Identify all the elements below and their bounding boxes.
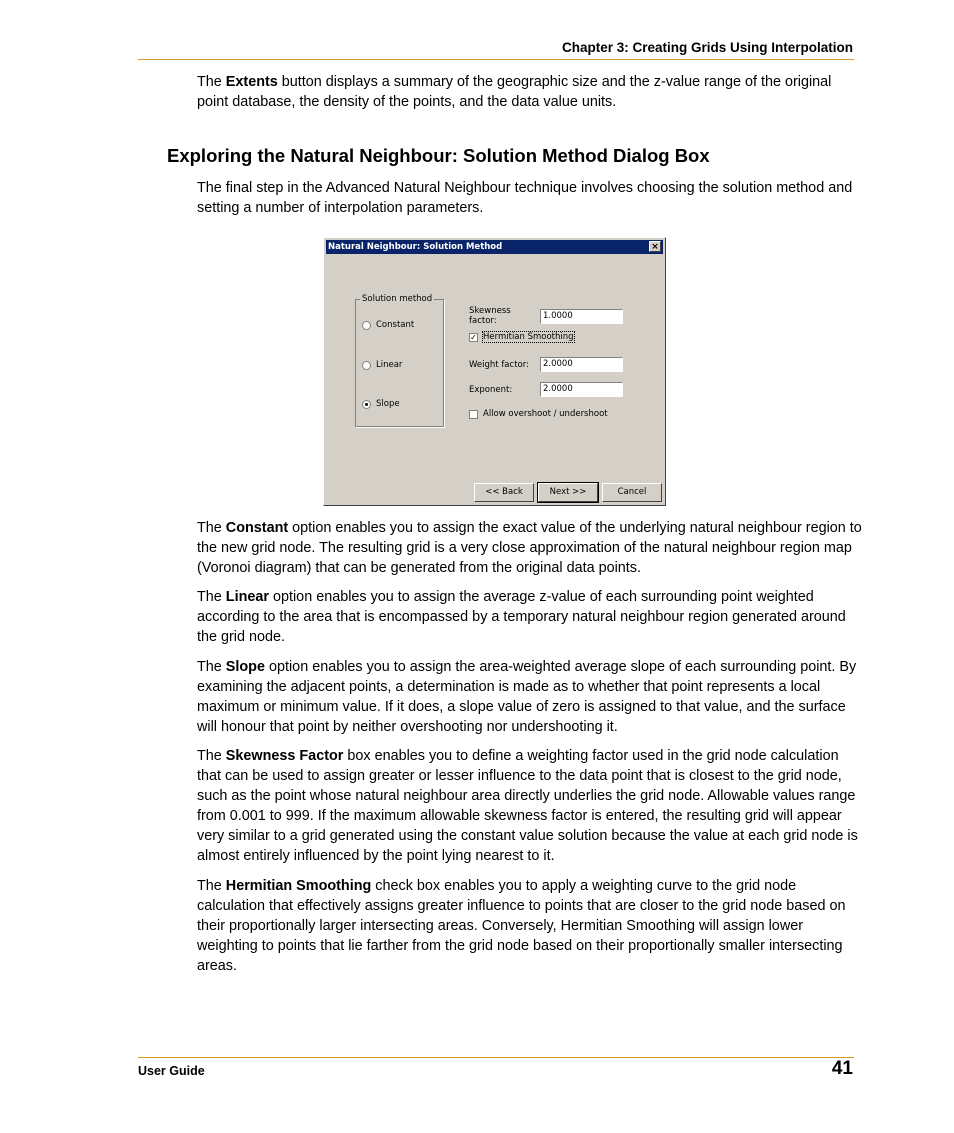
exponent-label: Exponent: <box>469 384 513 395</box>
hermitian-checkbox[interactable]: ✓ <box>470 332 477 342</box>
footer-label: User Guide <box>138 1064 205 1078</box>
close-icon[interactable]: × <box>649 241 661 252</box>
linear-paragraph: The Linear option enables you to assign the average z-value of each surrounding point weighted according to the area that is encompassed by a temporary natural neighbour region generated around the grid node. <box>197 589 846 645</box>
overshoot-label: Allow overshoot / undershoot <box>483 409 608 419</box>
back-button[interactable]: << Back <box>474 483 534 502</box>
radio-slope-label: Slope <box>376 399 400 409</box>
exponent-row <box>469 382 623 397</box>
overshoot-row[interactable] <box>469 409 608 419</box>
constant-term: Constant <box>225 520 289 536</box>
skewness-input[interactable]: 1.0000 <box>540 309 623 324</box>
radio-slope[interactable] <box>362 399 400 409</box>
overshoot-checkbox[interactable] <box>469 410 478 419</box>
section-intro: The final step in the Advanced Natural Neighbour technique involves choosing the solution method and setting a number of interpolation parameters. <box>197 180 853 216</box>
extents-term: Extents <box>225 74 278 90</box>
hermitian-paragraph: The Hermitian Smoothing check box enables you to apply a weighting curve to the grid node calculation that effectively assigns greater influence to points that are closer to the grid node based on their proportionally larger intersecting areas. Conversely, Hermitian Smoothing will assign lower weighting to points that lie farther from the grid node based on their proportionally smaller intersecting areas. <box>197 878 846 974</box>
next-button[interactable]: Next >> <box>538 483 598 502</box>
exponent-input[interactable]: 2.0000 <box>540 382 623 397</box>
header-rule <box>138 59 854 60</box>
cancel-button[interactable]: Cancel <box>602 483 662 502</box>
skewness-term: Skewness Factor <box>225 748 344 764</box>
dialog-titlebar <box>326 240 663 254</box>
radio-linear-label: Linear <box>376 360 403 370</box>
hermitian-row[interactable] <box>469 332 574 342</box>
linear-term: Linear <box>225 589 269 605</box>
footer-rule <box>138 1057 854 1058</box>
constant-paragraph: The Constant option enables you to assign the exact value of the underlying natural neighbour region to the new grid node. The resulting grid is a very close approximation of the natural neighbour region map (Voronoi diagram) that can be generated from the original data points. <box>197 520 862 576</box>
weight-input[interactable]: 2.0000 <box>540 357 623 372</box>
slope-term: Slope <box>225 659 265 675</box>
hermitian-term: Hermitian Smoothing <box>225 878 372 894</box>
chapter-header: Chapter 3: Creating Grids Using Interpolation <box>561 40 853 55</box>
radio-linear[interactable] <box>362 360 402 370</box>
weight-row <box>469 357 623 372</box>
page-number: 41 <box>831 1058 853 1079</box>
weight-label: Weight factor: <box>469 359 529 370</box>
solution-method-dialog <box>323 237 666 506</box>
radio-constant-icon[interactable] <box>362 321 371 330</box>
slope-paragraph: The Slope option enables you to assign the area-weighted average slope of each surrounding point. By examining the adjacent points, a determination is made as to whether that point represents a local maximum or minimum value. If it does, a slope value of zero is assigned to that value, and the surface will honour that point by neither overshooting nor undershooting it. <box>197 659 857 735</box>
extents-paragraph: The Extents button displays a summary of the geographic size and the z-value range of the original point database, the density of the points, and the data value units. <box>197 74 832 110</box>
group-label: Solution method <box>362 294 433 304</box>
section-heading: Exploring the Natural Neighbour: Solution Method Dialog Box <box>167 145 710 166</box>
radio-slope-icon[interactable] <box>362 400 371 409</box>
radio-constant-label: Constant <box>376 320 415 330</box>
hermitian-label: Hermitian Smoothing <box>483 332 574 342</box>
solution-method-group <box>355 294 444 427</box>
skewness-paragraph: The Skewness Factor box enables you to define a weighting factor used in the grid node calculation that can be used to assign greater or lesser influence to the data point that is closest to the grid node, such as the point whose natural neighbour area directly underlies the grid node. Allowable values range from 0.001 to 999. If the maximum allowable skewness factor is entered, the resulting grid will appear very similar to a grid generated using the constant value solution because the value at each grid node is almost entirely influenced by the point lying nearest to it. <box>197 748 858 864</box>
skewness-label: Skewness factor: <box>469 306 511 326</box>
dialog-title: Natural Neighbour: Solution Method <box>328 242 503 252</box>
radio-linear-icon[interactable] <box>362 361 371 370</box>
radio-constant[interactable] <box>362 320 414 330</box>
skewness-row <box>469 306 623 326</box>
